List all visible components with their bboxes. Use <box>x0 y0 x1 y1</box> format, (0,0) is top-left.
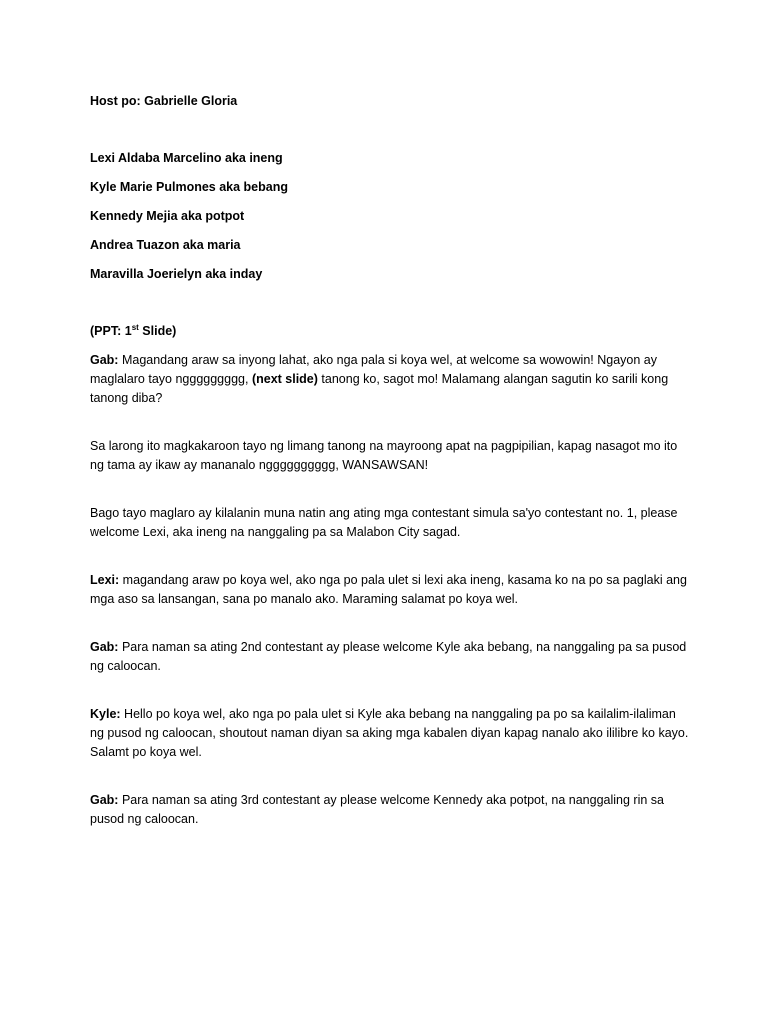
document-page <box>90 92 690 829</box>
paragraph-gab-opening <box>90 351 690 408</box>
paragraph-gab-second <box>90 638 690 676</box>
speaker-lexi: Lexi: <box>90 573 120 587</box>
paragraph-rules: Sa larong ito magkakaroon tayo ng limang tanong na mayroong apat na pagpipilian, kapag nasagot mo ito ng tama ay ikaw ay mananalo ngggggggggg, WANSAWSAN! <box>90 439 678 472</box>
paragraph-kyle <box>90 705 690 762</box>
dialogue-text: Para naman sa ating 3rd contestant ay please welcome Kennedy aka potpot, na nanggaling rin sa pusod ng caloocan. <box>90 793 664 826</box>
speaker-gab: Gab: <box>90 353 119 367</box>
cast-item-andrea: Andrea Tuazon aka maria <box>90 238 241 252</box>
next-slide-cue: (next slide) <box>251 372 318 386</box>
ppt-label-suffix: Slide) <box>138 324 177 338</box>
dialogue-text: magandang araw po koya wel, ako nga po pala ulet si lexi aka ineng, kasama ko na po sa paglaki ang mga aso sa lansangan, sana po manalo ako. Maraming salamat po koya wel. <box>90 573 687 606</box>
paragraph-intro: Bago tayo maglaro ay kilalanin muna natin ang ating mga contestant simula sa'yo contestant no. 1, please welcome Lexi, aka ineng na nanggaling pa sa Malabon City sagad. <box>90 506 678 539</box>
dialogue-text: Hello po koya wel, ako nga po pala ulet si Kyle aka bebang na nanggaling pa po sa kailalim-ilaliman ng pusod ng caloocan, shoutout naman diyan sa aking mga kabalen diyan kapag nanalo ako ililibre ko kayo. Salamt po koya wel. <box>90 707 689 759</box>
cast-item-maravilla: Maravilla Joerielyn aka inday <box>90 267 263 281</box>
dialogue-text: tanong ko, sagot mo! Malamang alangan sagutin ko sarili kong tanong diba? <box>90 372 669 405</box>
ppt-slide-label <box>90 322 690 341</box>
dialogue-text: Magandang araw sa inyong lahat, ako nga pala si koya wel, at welcome sa wowowin! Ngayon ay maglalaro tayo nggggggggg, <box>90 353 657 386</box>
cast-item-kennedy: Kennedy Mejia aka potpot <box>90 209 245 223</box>
cast-item-lexi: Lexi Aldaba Marcelino aka ineng <box>90 151 283 165</box>
host-line: Host po: Gabrielle Gloria <box>90 94 238 108</box>
paragraph-gab-third <box>90 791 690 829</box>
speaker-gab: Gab: <box>90 793 119 807</box>
ppt-label-sup: st <box>131 322 139 332</box>
speaker-kyle: Kyle: <box>90 707 121 721</box>
ppt-label-prefix: (PPT: 1 <box>90 324 132 338</box>
dialogue-text: Para naman sa ating 2nd contestant ay please welcome Kyle aka bebang, na nanggaling pa sa pusod ng caloocan. <box>90 640 687 673</box>
speaker-gab: Gab: <box>90 640 119 654</box>
paragraph-lexi <box>90 571 690 609</box>
cast-item-kyle: Kyle Marie Pulmones aka bebang <box>90 180 288 194</box>
